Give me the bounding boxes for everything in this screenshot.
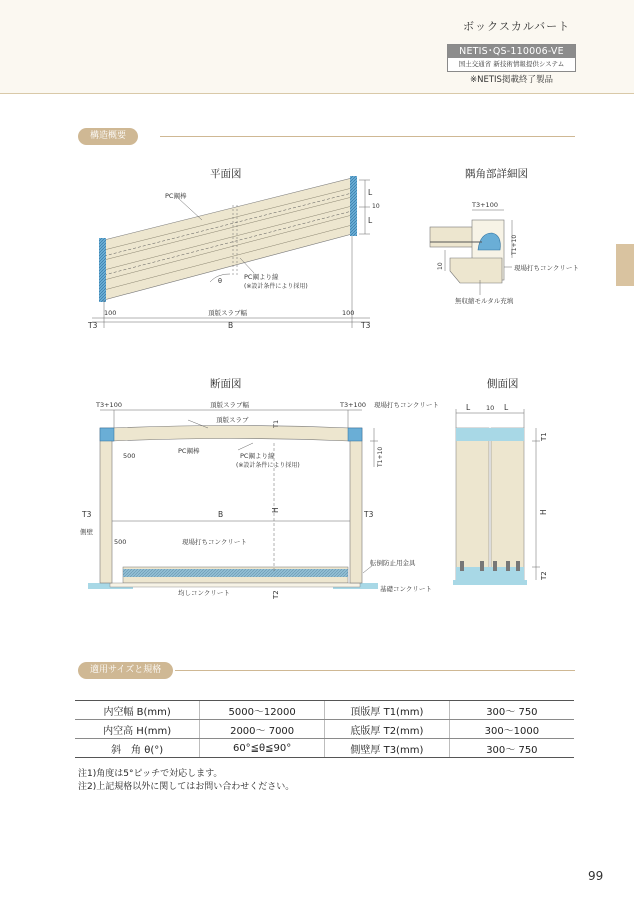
section-pc-steel-bar: PC鋼棒	[178, 447, 200, 455]
header-divider	[0, 93, 634, 94]
section-t1-label: T1	[272, 419, 280, 428]
section-h-label: H	[271, 507, 280, 513]
section-t1-10-label: T1+10	[377, 446, 384, 467]
side-t2-label: T2	[540, 571, 548, 580]
section-design-cond: (※設計条件により採用)	[236, 462, 300, 469]
section-structure-rule	[160, 136, 575, 137]
page-number: 99	[588, 869, 604, 883]
section-wall-left	[100, 428, 112, 583]
table-cell: 5000〜12000	[200, 701, 325, 720]
section-view-diagram	[78, 395, 448, 605]
plan-l1-label: L	[368, 188, 373, 197]
section-cast-concrete-top: 現場打ちコンクリート	[374, 401, 439, 409]
side-d10-label: 10	[486, 404, 495, 412]
table-cell: 内空幅 B(mm)	[75, 701, 200, 720]
table-cell: 300〜 750	[449, 701, 574, 720]
plan-l2-label: L	[368, 216, 373, 225]
corner-detail-title: 隅角部詳細図	[465, 168, 528, 180]
side-top-slab	[456, 428, 524, 441]
plan-wall-left	[99, 238, 106, 302]
plan-wall-right	[350, 176, 357, 236]
plan-design-cond-label: (※設計条件により採用)	[244, 283, 308, 290]
plan-theta-label: θ	[218, 277, 222, 285]
table-cell: 60°≦θ≦90°	[200, 739, 325, 758]
section-top-slab-label: 頂版スラブ	[216, 416, 249, 424]
table-cell: 300〜 750	[449, 739, 574, 758]
note-2: 注2)上記規格以外に関してはお問い合わせください。	[78, 782, 295, 792]
section-foundation: 基礎コンクリート	[380, 585, 432, 593]
netis-note: ※NETIS掲載終了製品	[470, 75, 553, 85]
section-t3-100-right: T3+100	[340, 401, 366, 409]
plan-d100-left: 100	[104, 309, 117, 317]
section-view-title: 断面図	[210, 378, 242, 390]
side-bottom-slab	[456, 567, 524, 580]
side-segment-right	[491, 428, 524, 580]
section-d500-bottom: 500	[114, 538, 127, 546]
spec-table	[75, 700, 574, 758]
section-top-slab-width: 頂版スラブ幅	[210, 401, 249, 409]
section-top-slab	[112, 426, 350, 442]
section-leveling: 均しコンクリート	[178, 589, 230, 597]
section-t3-100-left: T3+100	[96, 401, 122, 409]
corner-mortar: 無収縮モルタル充填	[455, 297, 514, 305]
table-row	[75, 720, 574, 739]
section-side-wall: 側壁	[80, 528, 93, 536]
corner-d10: 10	[437, 262, 444, 270]
side-segment-left	[456, 428, 489, 580]
plan-pc-steel-bar-label: PC鋼棒	[165, 192, 187, 200]
note-1: 注1)角度は5°ピッチで対応します。	[78, 769, 223, 779]
plan-top-slab-width: 頂版スラブ幅	[208, 309, 247, 317]
corner-detail-diagram	[420, 195, 580, 310]
section-sizes-heading: 適用サイズと規格	[78, 662, 173, 679]
plan-pc-strand-label: PC鋼より線	[244, 273, 279, 281]
table-cell: 2000〜 7000	[200, 720, 325, 739]
side-view-title: 側面図	[487, 378, 519, 390]
side-h-label: H	[539, 509, 548, 515]
table-cell: 300〜1000	[449, 720, 574, 739]
table-row	[75, 739, 574, 758]
section-d500-top: 500	[123, 452, 136, 460]
plan-t3-left: T3	[88, 321, 98, 330]
corner-t3-100: T3+100	[472, 201, 498, 209]
table-cell: 側壁厚 T3(mm)	[325, 739, 450, 758]
plan-slab	[104, 178, 352, 300]
section-b-label: B	[218, 510, 224, 519]
plan-d100-right: 100	[342, 309, 355, 317]
plan-b-label: B	[228, 321, 234, 330]
plan-gap10-label: 10	[372, 203, 380, 210]
corner-cast-concrete: 現場打ちコンクリート	[514, 264, 579, 272]
netis-badge	[447, 44, 576, 72]
table-cell: 内空高 H(mm)	[75, 720, 200, 739]
table-row	[75, 701, 574, 720]
section-wall-right	[350, 428, 362, 583]
netis-subtitle: 国土交通省 新技術情報提供システム	[458, 60, 565, 68]
section-anti-tip: 転倒防止用金具	[370, 559, 416, 567]
corner-t1-10: T1+10	[511, 234, 518, 255]
plan-view-diagram	[80, 170, 380, 335]
section-pc-strand: PC鋼より線	[240, 452, 275, 460]
section-t2-label: T2	[272, 590, 280, 599]
section-t3-right: T3	[364, 510, 374, 519]
table-cell: 斜 角 θ(°)	[75, 739, 200, 758]
table-cell: 底版厚 T2(mm)	[325, 720, 450, 739]
section-t3-left: T3	[82, 510, 92, 519]
table-cell: 頂版厚 T1(mm)	[325, 701, 450, 720]
side-l2-label: L	[504, 403, 509, 412]
section-sizes-rule	[175, 670, 575, 671]
chapter-tab	[616, 244, 634, 286]
section-cast-concrete-bottom: 現場打ちコンクリート	[182, 538, 247, 546]
section-structure-heading: 構造概要	[78, 128, 138, 145]
plan-t3-right: T3	[361, 321, 371, 330]
netis-code: NETIS･QS-110006-VE	[448, 45, 575, 58]
plan-view-title: 平面図	[210, 168, 242, 180]
page-title: ボックスカルバート	[463, 20, 571, 33]
side-view-diagram	[448, 395, 568, 595]
side-t1-label: T1	[540, 432, 548, 441]
side-l1-label: L	[466, 403, 471, 412]
section-leveling-concrete	[110, 583, 360, 587]
